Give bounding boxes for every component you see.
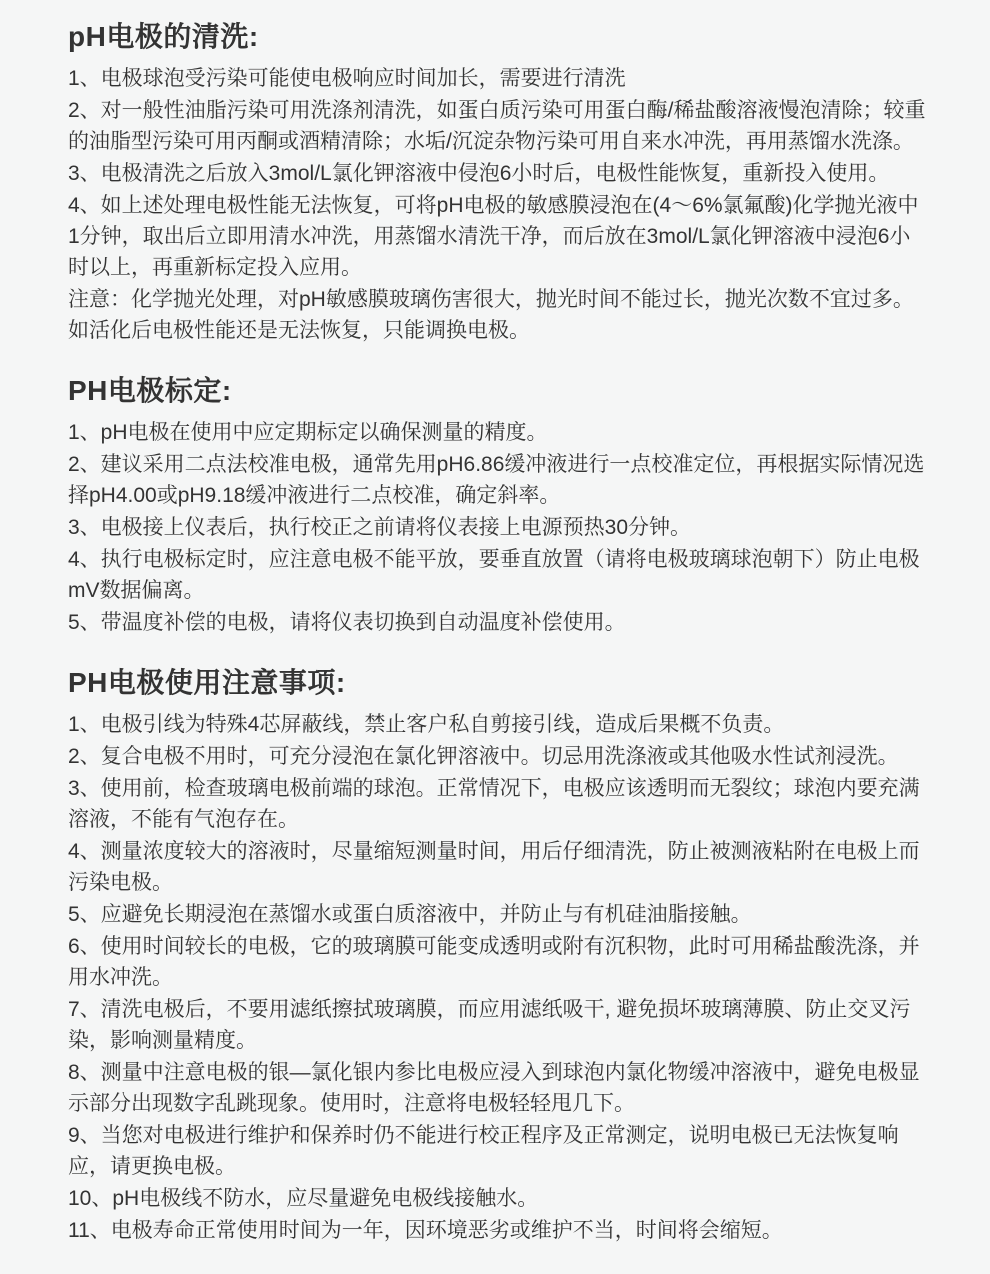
- section-title-precautions: PH电极使用注意事项:: [68, 667, 346, 698]
- cleaning-item: 2、对一般性油脂污染可用洗涤剂清洗，如蛋白质污染可用蛋白酶/稀盐酸溶液慢泡清除；较重的油脂型污染可用丙酮或酒精清除；水垢/沉淀杂物污染可用自来水冲洗，再用蒸馏水洗涤。: [68, 99, 926, 153]
- precaution-item: 8、测量中注意电极的银—氯化银内参比电极应浸入到球泡内氯化物缓冲溶液中，避免电极显示部分出现数字乱跳现象。使用时，注意将电极轻轻甩几下。: [68, 1061, 920, 1115]
- section-title-cleaning: pH电极的清洗:: [68, 21, 259, 52]
- cleaning-note: 注意：化学抛光处理，对pH敏感膜玻璃伤害很大，抛光时间不能过长，抛光次数不宜过多。如活化后电极性能还是无法恢复，只能调换电极。: [68, 288, 914, 342]
- cleaning-item: 3、电极清洗之后放入3mol/L氯化钾溶液中侵泡6小时后，电极性能恢复，重新投入使用。: [68, 162, 890, 185]
- section-usage-precautions: [68, 666, 930, 1246]
- precaution-item: 3、使用前，检查玻璃电极前端的球泡。正常情况下，电极应该透明而无裂纹；球泡内要充满溶液，不能有气泡存在。: [68, 777, 920, 831]
- calibration-item: 5、带温度补偿的电极，请将仪表切换到自动温度补偿使用。: [68, 611, 626, 634]
- section-title-calibration: PH电极标定:: [68, 375, 232, 406]
- precaution-item: 10、pH电极线不防水，应尽量避免电极线接触水。: [68, 1187, 539, 1210]
- section-electrode-cleaning: [68, 20, 930, 346]
- precaution-item: 2、复合电极不用时，可充分浸泡在氯化钾溶液中。切忌用洗涤液或其他吸水性试剂浸洗。: [68, 745, 899, 768]
- cleaning-item: 1、电极球泡受污染可能使电极响应时间加长，需要进行清洗: [68, 67, 626, 90]
- cleaning-item: 4、如上述处理电极性能无法恢复，可将pH电极的敏感膜浸泡在(4～6%氯氟酸)化学抛光液中1分钟，取出后立即用清水冲洗，用蒸馏水清洗干净，而后放在3mol/L氯化钾溶液中浸泡6小时以上，再重新标定投入应用。: [68, 194, 919, 279]
- calibration-item: 4、执行电极标定时，应注意电极不能平放，要垂直放置（请将电极玻璃球泡朝下）防止电极mV数据偏离。: [68, 548, 920, 602]
- precaution-item: 4、测量浓度较大的溶液时，尽量缩短测量时间，用后仔细清洗，防止被测液粘附在电极上而污染电极。: [68, 840, 920, 894]
- precaution-item: 11、电极寿命正常使用时间为一年，因环境恶劣或维护不当，时间将会缩短。: [68, 1219, 783, 1242]
- precaution-item: 5、应避免长期浸泡在蒸馏水或蛋白质溶液中，并防止与有机硅油脂接触。: [68, 903, 752, 926]
- section-electrode-calibration: [68, 374, 930, 638]
- precaution-item: 1、电极引线为特殊4芯屏蔽线，禁止客户私自剪接引线，造成后果概不负责。: [68, 713, 785, 736]
- precaution-item: 7、清洗电极后，不要用滤纸擦拭玻璃膜，而应用滤纸吸干, 避免损坏玻璃薄膜、防止交叉污染，影响测量精度。: [68, 998, 911, 1052]
- calibration-item: 2、建议采用二点法校准电极，通常先用pH6.86缓冲液进行一点校准定位，再根据实际情况选择pH4.00或pH9.18缓冲液进行二点校准，确定斜率。: [68, 453, 925, 507]
- calibration-item: 3、电极接上仪表后，执行校正之前请将仪表接上电源预热30分钟。: [68, 516, 692, 539]
- precaution-item: 9、当您对电极进行维护和保养时仍不能进行校正程序及正常测定，说明电极已无法恢复响应，请更换电极。: [68, 1124, 899, 1178]
- precaution-item: 6、使用时间较长的电极，它的玻璃膜可能变成透明或附有沉积物，此时可用稀盐酸洗涤，并用水冲洗。: [68, 935, 920, 989]
- calibration-item: 1、pH电极在使用中应定期标定以确保测量的精度。: [68, 421, 548, 444]
